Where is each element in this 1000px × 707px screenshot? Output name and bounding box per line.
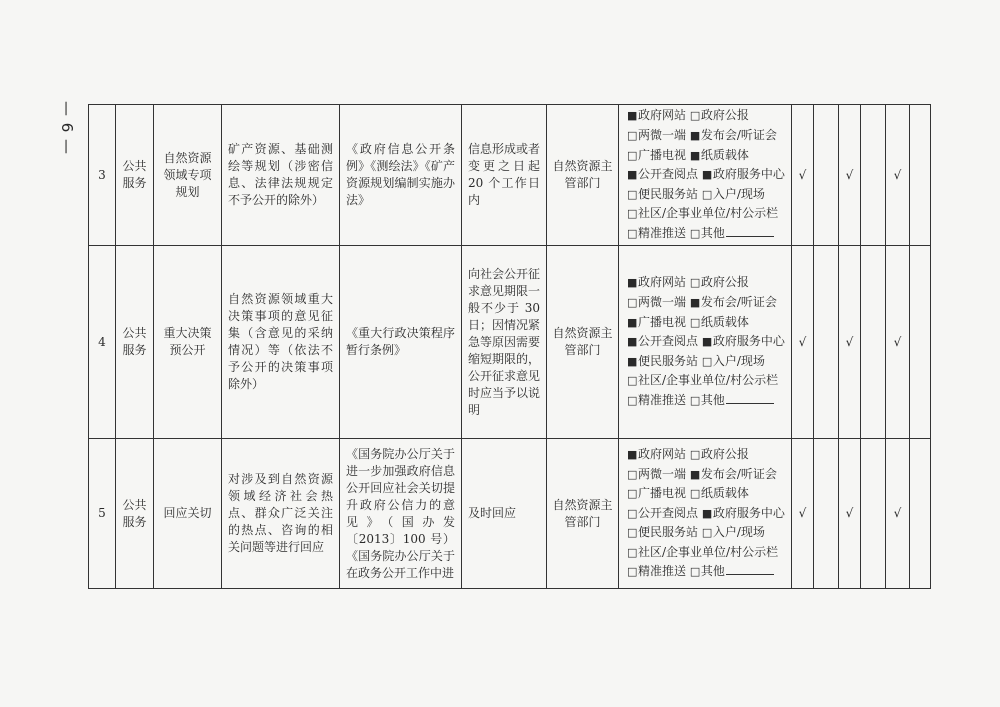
row-mark: √ (792, 105, 814, 246)
row-mark (814, 246, 839, 439)
row-basis: 《国务院办公厅关于进一步加强政府信息公开回应社会关切提升政府公信力的意见》（国办发〔2013〕100 号）《国务院办公厅关于在政务公开工作中进 (340, 439, 462, 589)
channel-label: 精准推送 (638, 225, 687, 240)
table-row (89, 105, 931, 246)
channel-line (627, 391, 787, 411)
row-department: 自然资源主管部门 (547, 439, 619, 589)
channel-label: 入户/现场 (712, 186, 765, 201)
unchecked-box-icon: □ (689, 393, 701, 407)
channel-label: 便民服务站 (638, 525, 699, 540)
unchecked-box-icon: □ (701, 187, 713, 201)
channel-line (627, 445, 787, 465)
channel-label: 两微一端 (638, 128, 687, 143)
channel-line (627, 332, 787, 352)
channel-label: 广播电视 (638, 147, 687, 162)
channel-label: 政府服务中心 (712, 505, 785, 520)
channel-label: 纸质载体 (700, 147, 749, 162)
row-index: 3 (89, 105, 116, 246)
fill-in-blank (726, 226, 774, 237)
unchecked-box-icon: □ (627, 207, 638, 221)
channel-label: 政府服务中心 (712, 167, 785, 182)
channel-label: 政府网站 (638, 446, 687, 461)
channel-label: 社区/企事业单位/村公示栏 (638, 373, 779, 388)
unchecked-box-icon: □ (701, 354, 713, 368)
unchecked-box-icon: □ (627, 148, 638, 162)
table-row (89, 246, 931, 439)
unchecked-box-icon: □ (627, 187, 638, 201)
channel-line (627, 185, 787, 205)
channel-label: 政府公报 (700, 275, 749, 290)
unchecked-box-icon: □ (701, 526, 713, 540)
row-time-limit: 向社会公开征求意见期限一般不少于 30 日；因情况紧急等原因需要缩短期限的，公开征求意见时应当予以说明 (462, 246, 547, 439)
channel-label: 社区/企事业单位/村公示栏 (638, 206, 779, 221)
checked-box-icon: ■ (689, 296, 701, 310)
channel-label: 公开查阅点 (638, 167, 699, 182)
unchecked-box-icon: □ (689, 226, 701, 240)
row-mark (861, 439, 886, 589)
channel-label: 其他 (700, 225, 725, 240)
channel-label: 公开查阅点 (638, 505, 699, 520)
unchecked-box-icon: □ (689, 109, 701, 123)
row-mark: √ (886, 105, 910, 246)
checked-box-icon: ■ (701, 335, 713, 349)
channel-label: 政府公报 (700, 108, 749, 123)
unchecked-box-icon: □ (627, 393, 638, 407)
channel-line (627, 523, 787, 543)
row-time-limit: 及时回应 (462, 439, 547, 589)
channel-label: 入户/现场 (712, 353, 765, 368)
row-mark (910, 439, 931, 589)
channel-label: 精准推送 (638, 392, 687, 407)
channel-label: 广播电视 (638, 486, 687, 501)
unchecked-box-icon: □ (627, 226, 638, 240)
row-mark: √ (792, 246, 814, 439)
channel-line (627, 465, 787, 485)
row-category: 公共服务 (116, 105, 154, 246)
row-index: 5 (89, 439, 116, 589)
row-content: 自然资源领域重大决策事项的意见征集（含意见的采纳情况）等（依法不予公开的决策事项除外） (222, 246, 340, 439)
channel-label: 其他 (700, 564, 725, 579)
unchecked-box-icon: □ (627, 565, 638, 579)
row-mark: √ (886, 246, 910, 439)
channel-label: 两微一端 (638, 295, 687, 310)
row-item: 回应关切 (154, 439, 222, 589)
channel-label: 发布会/听证会 (700, 295, 777, 310)
checked-box-icon: ■ (701, 506, 713, 520)
channel-line (627, 126, 787, 146)
row-mark (814, 439, 839, 589)
checked-box-icon: ■ (689, 148, 701, 162)
row-category: 公共服务 (116, 439, 154, 589)
unchecked-box-icon: □ (689, 315, 701, 329)
row-mark: √ (886, 439, 910, 589)
channel-line (627, 204, 787, 224)
unchecked-box-icon: □ (627, 506, 638, 520)
checked-box-icon: ■ (627, 335, 638, 349)
channel-label: 发布会/听证会 (700, 128, 777, 143)
channel-label: 其他 (700, 392, 725, 407)
channel-label: 政府公报 (700, 446, 749, 461)
channel-label: 纸质载体 (700, 314, 749, 329)
disclosure-table (88, 104, 931, 589)
row-mark (861, 105, 886, 246)
row-category: 公共服务 (116, 246, 154, 439)
channel-line (627, 293, 787, 313)
channel-label: 广播电视 (638, 314, 687, 329)
row-channels (619, 439, 792, 589)
table-row (89, 439, 931, 589)
channel-line (627, 273, 787, 293)
checked-box-icon: ■ (627, 168, 638, 182)
channel-line (627, 165, 787, 185)
channel-line (627, 504, 787, 524)
channel-label: 精准推送 (638, 564, 687, 579)
checked-box-icon: ■ (701, 168, 713, 182)
unchecked-box-icon: □ (627, 545, 638, 559)
checked-box-icon: ■ (627, 354, 638, 368)
channel-label: 纸质载体 (700, 486, 749, 501)
unchecked-box-icon: □ (689, 276, 701, 290)
row-content: 对涉及到自然资源领域经济社会热点、群众广泛关注的热点、咨询的相关问题等进行回应 (222, 439, 340, 589)
row-department: 自然资源主管部门 (547, 105, 619, 246)
unchecked-box-icon: □ (627, 374, 638, 388)
fill-in-blank (726, 393, 774, 404)
checked-box-icon: ■ (627, 315, 638, 329)
row-channels (619, 246, 792, 439)
channel-label: 便民服务站 (638, 186, 699, 201)
checked-box-icon: ■ (627, 447, 638, 461)
unchecked-box-icon: □ (627, 467, 638, 481)
unchecked-box-icon: □ (627, 129, 638, 143)
row-basis: 《重大行政决策程序暂行条例》 (340, 246, 462, 439)
channel-label: 发布会/听证会 (700, 466, 777, 481)
checked-box-icon: ■ (627, 276, 638, 290)
unchecked-box-icon: □ (627, 487, 638, 501)
channel-line (627, 106, 787, 126)
channel-line (627, 562, 787, 582)
channel-line (627, 371, 787, 391)
channel-label: 入户/现场 (712, 525, 765, 540)
channel-label: 社区/企事业单位/村公示栏 (638, 544, 779, 559)
row-mark (861, 246, 886, 439)
channel-line (627, 146, 787, 166)
checked-box-icon: ■ (689, 467, 701, 481)
row-basis: 《政府信息公开条例》《测绘法》《矿产资源规划编制实施办法》 (340, 105, 462, 246)
channel-line (627, 543, 787, 563)
unchecked-box-icon: □ (689, 565, 701, 579)
channel-line (627, 224, 787, 244)
unchecked-box-icon: □ (627, 296, 638, 310)
row-mark: √ (839, 246, 861, 439)
unchecked-box-icon: □ (689, 487, 701, 501)
row-mark (910, 246, 931, 439)
checked-box-icon: ■ (627, 109, 638, 123)
channel-label: 政府网站 (638, 108, 687, 123)
fill-in-blank (726, 564, 774, 575)
channel-label: 便民服务站 (638, 353, 699, 368)
channel-line (627, 313, 787, 333)
row-mark (910, 105, 931, 246)
row-item: 重大决策预公开 (154, 246, 222, 439)
row-department: 自然资源主管部门 (547, 246, 619, 439)
channel-label: 政府服务中心 (712, 334, 785, 349)
unchecked-box-icon: □ (627, 526, 638, 540)
row-mark (814, 105, 839, 246)
row-mark: √ (839, 105, 861, 246)
checked-box-icon: ■ (689, 129, 701, 143)
row-mark: √ (792, 439, 814, 589)
channel-label: 公开查阅点 (638, 334, 699, 349)
channel-line (627, 484, 787, 504)
channel-label: 政府网站 (638, 275, 687, 290)
row-item: 自然资源领域专项规划 (154, 105, 222, 246)
unchecked-box-icon: □ (689, 447, 701, 461)
row-mark: √ (839, 439, 861, 589)
page-number: — 6 — (58, 100, 76, 156)
row-channels (619, 105, 792, 246)
channel-line (627, 352, 787, 372)
row-index: 4 (89, 246, 116, 439)
row-time-limit: 信息形成或者变更之日起 20 个工作日内 (462, 105, 547, 246)
row-content: 矿产资源、基础测绘等规划（涉密信息、法律法规规定不予公开的除外） (222, 105, 340, 246)
channel-label: 两微一端 (638, 466, 687, 481)
